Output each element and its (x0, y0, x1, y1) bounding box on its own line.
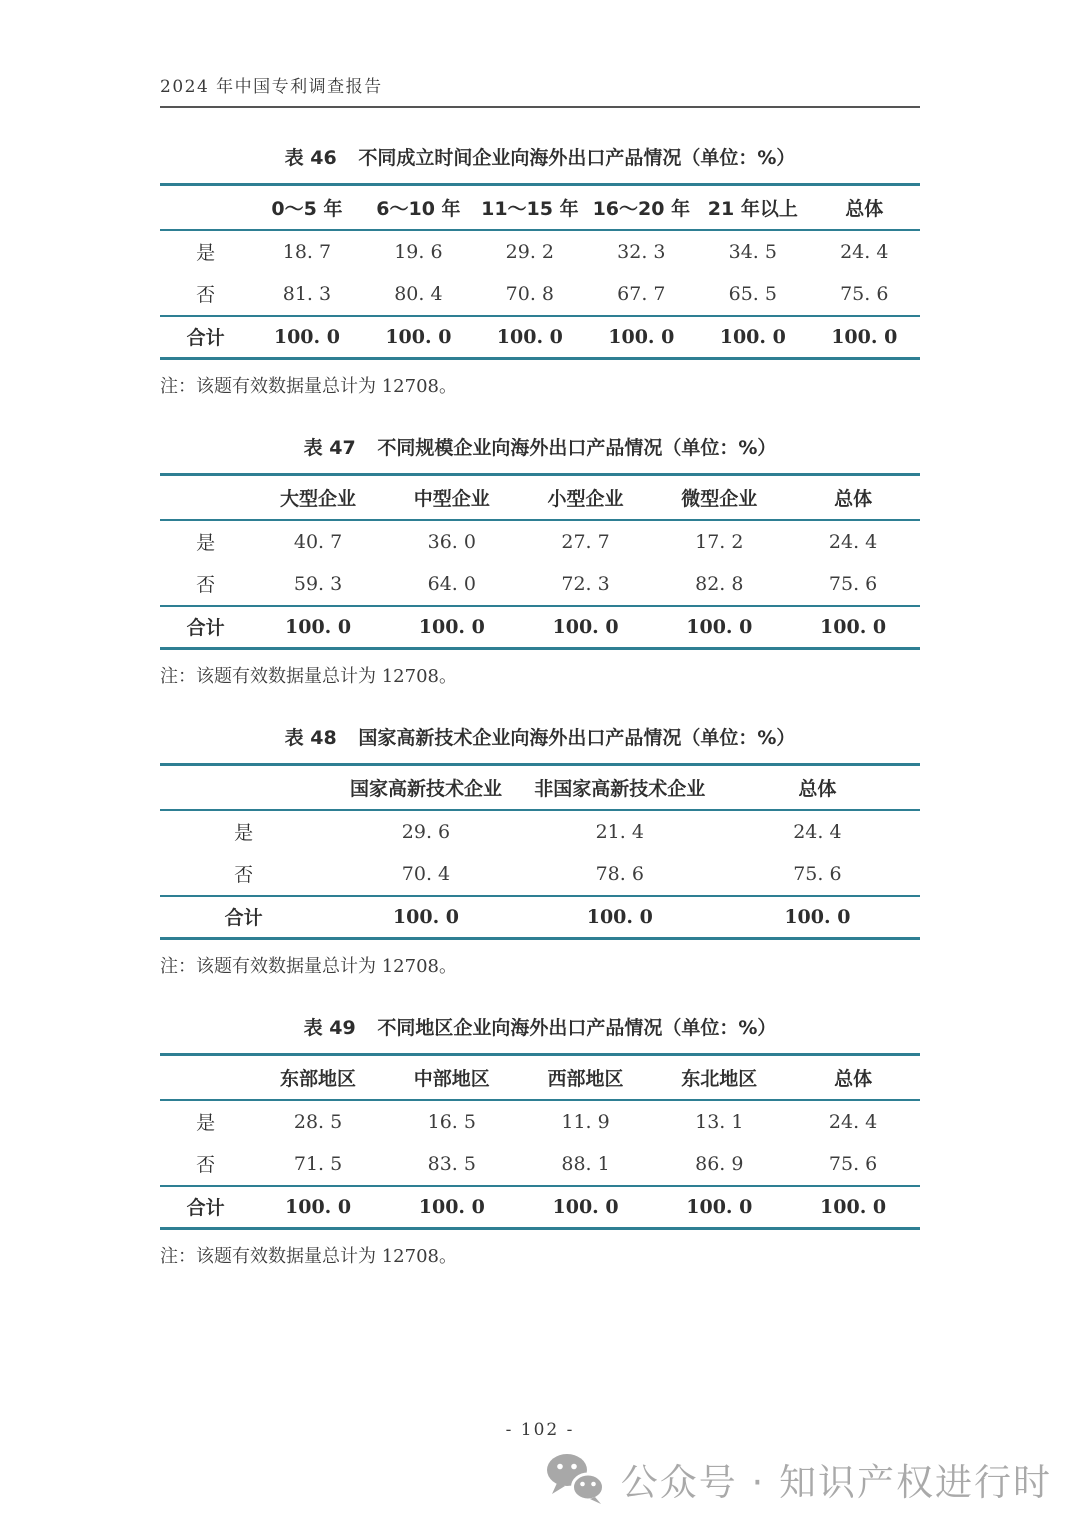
table48-note: 注：该题有效数据量总计为 12708。 (160, 956, 457, 977)
cell-value: 67. 7 (617, 282, 666, 305)
row-label: 否 (196, 284, 216, 306)
row-label: 是 (196, 1112, 216, 1134)
cell-value: 100. 0 (586, 905, 653, 928)
table-row (160, 606, 920, 649)
cell-value: 83. 5 (427, 1152, 476, 1175)
table46 (160, 183, 920, 360)
cell-value: 100. 0 (285, 615, 352, 638)
table-header-row (160, 475, 920, 520)
cell-value: 100. 0 (273, 325, 340, 348)
table46-title-text: 不同成立时间企业向海外出口产品情况（单位：%） (358, 147, 796, 169)
table-header-row (160, 765, 920, 810)
table49-section (160, 1013, 920, 1268)
table49 (160, 1053, 920, 1230)
column-header: 6～10 年 (363, 185, 474, 230)
cell-value: 27. 7 (561, 530, 610, 553)
row-label: 是 (234, 822, 254, 844)
table46-section (160, 143, 920, 398)
column-header: 大型企业 (251, 475, 385, 520)
column-header: 中型企业 (385, 475, 519, 520)
cell-value: 16. 5 (427, 1110, 476, 1133)
cell-value: 86. 9 (695, 1152, 744, 1175)
cell-value: 24. 4 (840, 240, 889, 263)
watermark (545, 1452, 1052, 1506)
row-label: 否 (234, 864, 254, 886)
cell-value: 71. 5 (293, 1152, 343, 1175)
cell-value: 81. 3 (282, 282, 332, 305)
column-header: 0～5 年 (251, 185, 362, 230)
cell-value: 75. 6 (828, 1152, 878, 1175)
cell-value: 100. 0 (820, 1195, 887, 1218)
table-row (160, 316, 920, 359)
column-header (160, 185, 251, 230)
column-header: 总体 (715, 765, 920, 810)
cell-value: 100. 0 (418, 615, 485, 638)
column-header (160, 765, 327, 810)
cell-value: 11. 9 (561, 1110, 610, 1133)
cell-value: 29. 6 (401, 820, 451, 843)
table-row (160, 230, 920, 273)
cell-value: 70. 4 (401, 862, 451, 885)
table49-title (160, 1013, 920, 1040)
column-header: 非国家高新技术企业 (525, 765, 715, 810)
cell-value: 88. 1 (561, 1152, 610, 1175)
column-header: 西部地区 (519, 1055, 653, 1100)
cell-value: 36. 0 (427, 530, 476, 553)
table47-title (160, 433, 920, 460)
table47-section (160, 433, 920, 688)
column-header: 11～15 年 (474, 185, 585, 230)
cell-value: 100. 0 (418, 1195, 485, 1218)
cell-value: 72. 3 (561, 572, 610, 595)
column-header: 总体 (809, 185, 920, 230)
cell-value: 82. 8 (695, 572, 744, 595)
cell-value: 100. 0 (820, 615, 887, 638)
cell-value: 24. 4 (793, 820, 842, 843)
cell-value: 80. 4 (394, 282, 443, 305)
cell-value: 32. 3 (617, 240, 666, 263)
cell-value: 29. 2 (505, 240, 555, 263)
cell-value: 13. 1 (695, 1110, 744, 1133)
cell-value: 100. 0 (719, 325, 786, 348)
cell-value: 100. 0 (496, 325, 563, 348)
column-header: 总体 (786, 1055, 920, 1100)
cell-value: 100. 0 (831, 325, 898, 348)
table-row (160, 273, 920, 316)
table49-note: 注：该题有效数据量总计为 12708。 (160, 1246, 457, 1267)
cell-value: 21. 4 (595, 820, 644, 843)
cell-value: 100. 0 (552, 615, 619, 638)
page-content (160, 0, 920, 1268)
table-header-row (160, 1055, 920, 1100)
cell-value: 65. 5 (728, 282, 777, 305)
cell-value: 75. 6 (793, 862, 842, 885)
cell-value: 18. 7 (282, 240, 332, 263)
watermark-text: 公众号 · 知识产权进行时 (620, 1461, 1052, 1504)
cell-value: 100. 0 (686, 1195, 753, 1218)
row-label: 否 (196, 1154, 216, 1176)
table48 (160, 763, 920, 940)
row-label: 合计 (186, 617, 225, 640)
column-header: 微型企业 (652, 475, 786, 520)
table46-note: 注：该题有效数据量总计为 12708。 (160, 376, 457, 397)
table48-section (160, 723, 920, 978)
table49-number: 表 49 (303, 1017, 356, 1039)
table48-title (160, 723, 920, 750)
table48-title-text: 国家高新技术企业向海外出口产品情况（单位：%） (358, 727, 796, 749)
table-row (160, 896, 920, 939)
table-row (160, 1186, 920, 1229)
cell-value: 70. 8 (505, 282, 555, 305)
table-row (160, 520, 920, 563)
cell-value: 64. 0 (427, 572, 476, 595)
column-header: 21 年以上 (697, 185, 808, 230)
cell-value: 40. 7 (293, 530, 343, 553)
table-row (160, 853, 920, 896)
table47-number: 表 47 (303, 437, 356, 459)
table47-title-text: 不同规模企业向海外出口产品情况（单位：%） (377, 437, 777, 459)
cell-value: 24. 4 (828, 1110, 878, 1133)
cell-value: 75. 6 (828, 572, 878, 595)
cell-value: 100. 0 (608, 325, 675, 348)
cell-value: 19. 6 (394, 240, 443, 263)
table49-title-text: 不同地区企业向海外出口产品情况（单位：%） (377, 1017, 777, 1039)
table-row (160, 1100, 920, 1143)
table-row (160, 1143, 920, 1186)
column-header: 小型企业 (519, 475, 653, 520)
table47 (160, 473, 920, 650)
table48-number: 表 48 (284, 727, 337, 749)
row-label: 是 (196, 242, 216, 264)
column-header: 东部地区 (251, 1055, 385, 1100)
table46-number: 表 46 (284, 147, 337, 169)
row-label: 合计 (224, 907, 263, 930)
page-number: - 102 - (505, 1420, 575, 1440)
cell-value: 28. 5 (293, 1110, 343, 1133)
column-header: 国家高新技术企业 (327, 765, 525, 810)
cell-value: 100. 0 (552, 1195, 619, 1218)
row-label: 是 (196, 532, 216, 554)
cell-value: 100. 0 (285, 1195, 352, 1218)
cell-value: 100. 0 (784, 905, 851, 928)
table-header-row (160, 185, 920, 230)
column-header: 东北地区 (652, 1055, 786, 1100)
table46-title (160, 143, 920, 170)
report-header: 2024 年中国专利调查报告 (160, 0, 920, 108)
row-label: 否 (196, 574, 216, 596)
table-row (160, 810, 920, 853)
column-header (160, 1055, 251, 1100)
cell-value: 100. 0 (686, 615, 753, 638)
cell-value: 100. 0 (385, 325, 452, 348)
cell-value: 59. 3 (293, 572, 343, 595)
wechat-icon (545, 1453, 605, 1505)
cell-value: 78. 6 (595, 862, 644, 885)
cell-value: 75. 6 (840, 282, 889, 305)
cell-value: 17. 2 (695, 530, 744, 553)
column-header: 16～20 年 (586, 185, 697, 230)
table47-note: 注：该题有效数据量总计为 12708。 (160, 666, 457, 687)
column-header: 中部地区 (385, 1055, 519, 1100)
cell-value: 34. 5 (728, 240, 777, 263)
row-label: 合计 (186, 1197, 225, 1220)
column-header (160, 475, 251, 520)
column-header: 总体 (786, 475, 920, 520)
row-label: 合计 (186, 327, 225, 350)
cell-value: 24. 4 (828, 530, 878, 553)
table-row (160, 563, 920, 606)
cell-value: 100. 0 (392, 905, 460, 928)
